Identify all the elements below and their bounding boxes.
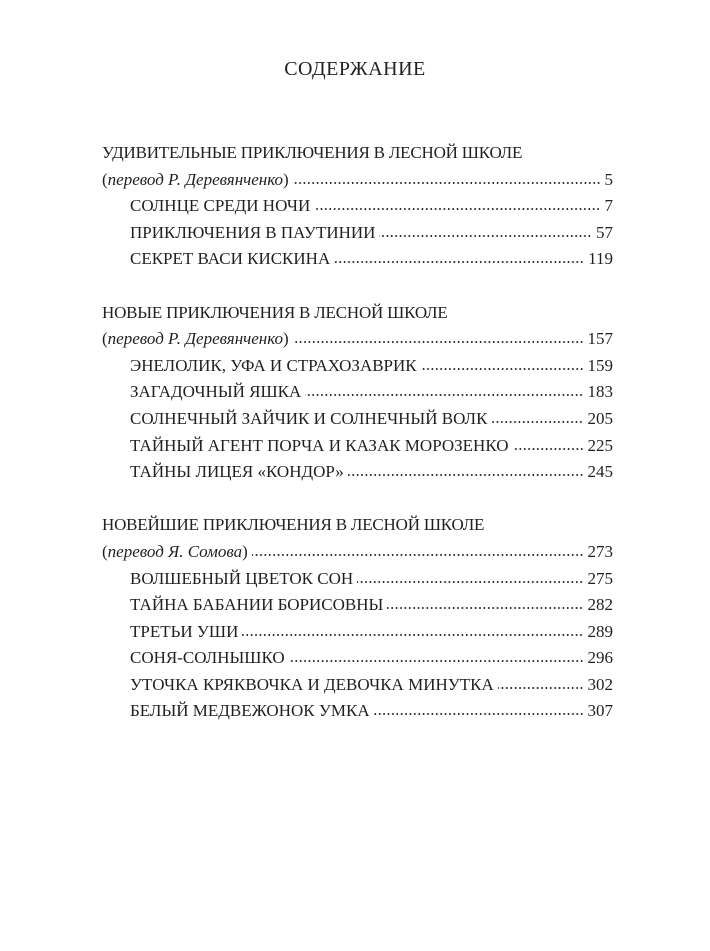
- entry-title: УТОЧКА КРЯКВОЧКА И ДЕВОЧКА МИНУТКА: [130, 674, 494, 694]
- page-number: 205: [587, 408, 613, 428]
- page-number: 302: [587, 674, 613, 694]
- section-heading: УДИВИТЕЛЬНЫЕ ПРИКЛЮЧЕНИЯ В ЛЕСНОЙ ШКОЛЕ: [102, 143, 523, 162]
- toc-section: [102, 300, 613, 486]
- toc-entry[interactable]: [102, 645, 613, 672]
- page-number: 183: [587, 382, 613, 402]
- dot-leader: [314, 207, 600, 211]
- page-number: 275: [587, 568, 613, 588]
- translator-text: перевод Я. Сомова: [107, 541, 243, 561]
- paren-open: (: [102, 541, 108, 561]
- dot-leader: [242, 633, 583, 637]
- paren-close: ): [283, 169, 289, 189]
- entry-title: ЭНЕЛОЛИК, УФА И СТРАХОЗАВРИК: [130, 355, 417, 375]
- toc-entry[interactable]: [102, 566, 613, 593]
- paren-close: ): [242, 541, 248, 561]
- translator-row[interactable]: [102, 167, 613, 194]
- page-number: 5: [604, 169, 613, 189]
- translator-row[interactable]: [102, 326, 613, 353]
- paren-open: (: [102, 329, 108, 349]
- toc-entry[interactable]: [102, 193, 613, 220]
- dot-leader: [421, 367, 584, 371]
- page-number: 159: [587, 355, 613, 375]
- entry-title: ТАЙНЫЙ АГЕНТ ПОРЧА И КАЗАК МОРОЗЕНКО: [130, 435, 509, 455]
- dot-leader: [305, 393, 583, 397]
- dot-leader: [252, 553, 584, 557]
- translator-label: [102, 326, 293, 353]
- dot-leader: [379, 234, 592, 238]
- section-spacer: [102, 273, 613, 300]
- section-spacer: [102, 486, 613, 513]
- page-number: 157: [587, 329, 613, 349]
- entry-title: ТАЙНА БАБАНИИ БОРИСОВНЫ: [130, 595, 384, 615]
- entry-title: СОЛНЦЕ СРЕДИ НОЧИ: [130, 196, 311, 216]
- toc-entry[interactable]: [102, 353, 613, 380]
- dot-leader: [357, 580, 583, 584]
- page-number: 225: [587, 435, 613, 455]
- translator-label: [102, 167, 293, 194]
- page-number: 296: [587, 648, 613, 668]
- page-number: 7: [604, 196, 613, 216]
- toc-entry[interactable]: [102, 246, 613, 273]
- toc-entry[interactable]: [102, 698, 613, 725]
- dot-leader: [348, 473, 584, 477]
- dot-leader: [513, 447, 584, 451]
- toc-section: [102, 140, 613, 273]
- section-heading: НОВЫЕ ПРИКЛЮЧЕНИЯ В ЛЕСНОЙ ШКОЛЕ: [102, 302, 448, 322]
- paren-close: ): [283, 329, 289, 349]
- toc-entry[interactable]: [102, 459, 613, 486]
- section-heading: НОВЕЙШИЕ ПРИКЛЮЧЕНИЯ В ЛЕСНОЙ ШКОЛЕ: [102, 515, 485, 535]
- page-number: 273: [587, 541, 613, 561]
- entry-title: ПРИКЛЮЧЕНИЯ В ПАУТИНИИ: [130, 222, 376, 242]
- dot-leader: [293, 340, 584, 344]
- entry-title: СОНЯ-СОЛНЫШКО: [130, 648, 285, 668]
- page-number: 245: [587, 462, 613, 482]
- entry-title: ЗАГАДОЧНЫЙ ЯШКА: [130, 382, 302, 402]
- entry-title: БЕЛЫЙ МЕДВЕЖОНОК УМКА: [130, 701, 370, 721]
- dot-leader: [387, 606, 583, 610]
- entry-title: ВОЛШЕБНЫЙ ЦВЕТОК СОН: [130, 568, 354, 588]
- translator-row[interactable]: [102, 539, 613, 566]
- toc-entry[interactable]: [102, 619, 613, 646]
- entry-title: СОЛНЕЧНЫЙ ЗАЙЧИК И СОЛНЕЧНЫЙ ВОЛК: [130, 408, 488, 428]
- translator-text: перевод Р. Деревянченко: [107, 329, 284, 349]
- dot-leader: [498, 686, 584, 690]
- toc-entry[interactable]: [102, 433, 613, 460]
- paren-open: (: [102, 169, 108, 189]
- toc-entry[interactable]: [102, 592, 613, 619]
- dot-leader: [334, 260, 584, 264]
- entry-title: СЕКРЕТ ВАСИ КИСКИНА: [130, 249, 331, 269]
- toc-entry[interactable]: [102, 406, 613, 433]
- toc-section: [102, 512, 613, 725]
- toc-entry[interactable]: [102, 379, 613, 406]
- dot-leader: [293, 181, 601, 185]
- page-title: СОДЕРЖАНИЕ: [284, 58, 426, 80]
- toc-entry[interactable]: [102, 220, 613, 247]
- entry-title: ТАЙНЫ ЛИЦЕЯ «КОНДОР»: [130, 462, 344, 482]
- page-number: 119: [588, 249, 613, 269]
- translator-label: [102, 539, 252, 566]
- page-number: 307: [587, 701, 613, 721]
- dot-leader: [374, 712, 584, 716]
- dot-leader: [289, 659, 584, 663]
- entry-title: ТРЕТЬИ УШИ: [130, 621, 239, 641]
- table-of-contents: [102, 140, 613, 725]
- page-number: 282: [587, 595, 613, 615]
- page-number: 57: [596, 222, 613, 242]
- page-number: 289: [587, 621, 613, 641]
- toc-entry[interactable]: [102, 672, 613, 699]
- translator-text: перевод Р. Деревянченко: [107, 169, 284, 189]
- dot-leader: [491, 420, 583, 424]
